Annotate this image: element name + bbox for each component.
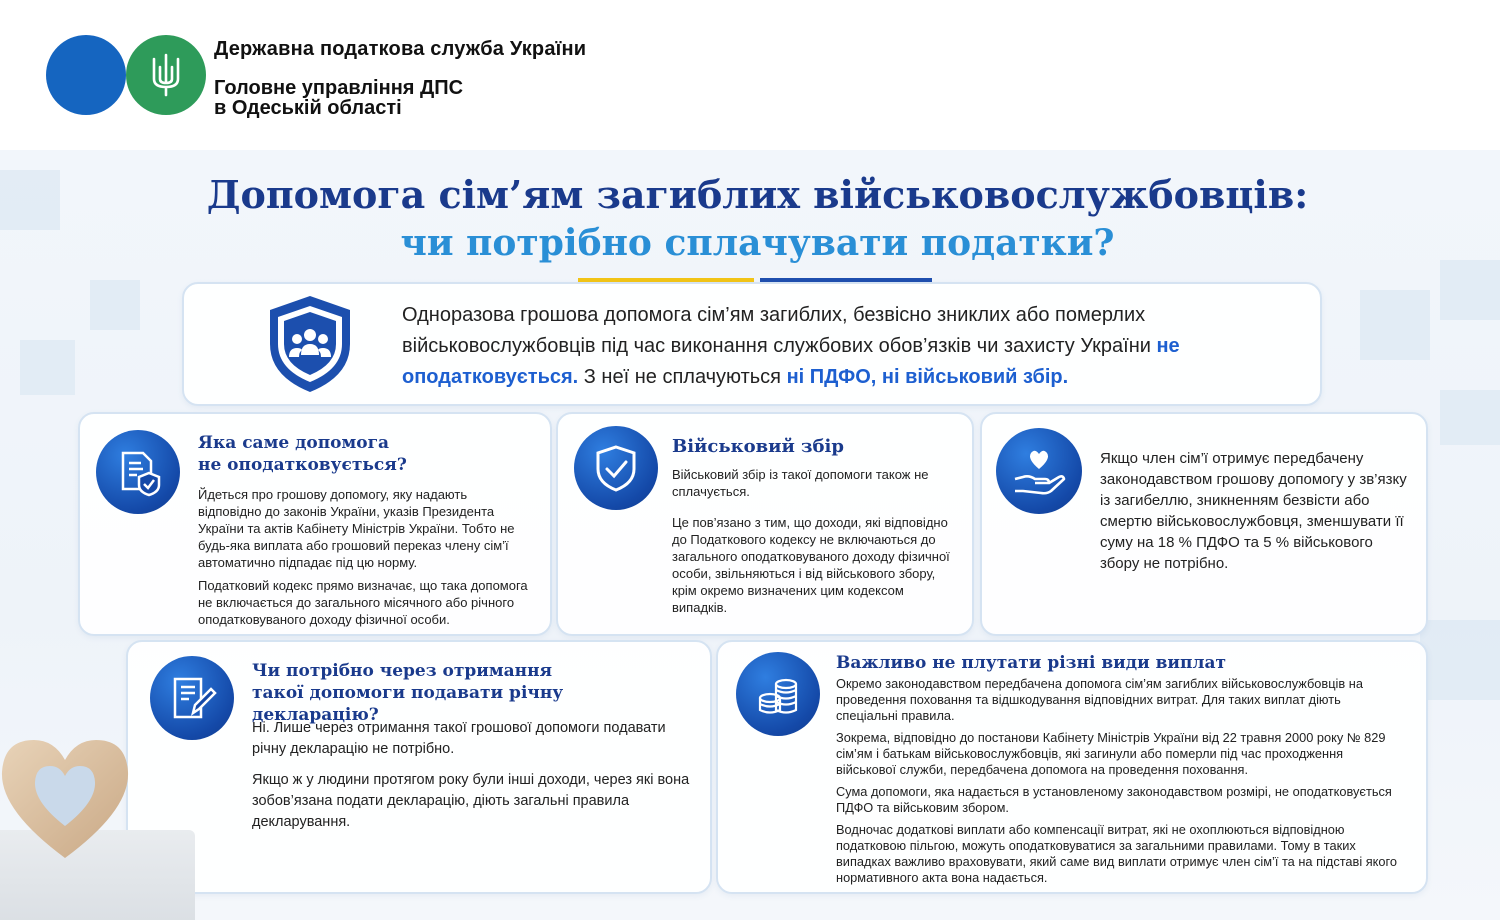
infographic bbox=[0, 150, 1500, 920]
which-help-paragraph-2: Податковий кодекс прямо визначає, що така допомога не включається до загального місячного або річного оподатковуваного доходу фізичної особи. bbox=[198, 578, 528, 627]
intro-text-1: Одноразова грошова допомога сім’ям загиблих, безвісно зниклих або померлих військовослужбовців під час виконання службових обов’язків чи захисту України bbox=[402, 304, 1151, 357]
title-line-1: Допомога сім’ям загиблих військовослужбовців: bbox=[206, 172, 1309, 217]
military-levy-paragraph-1: Військовий збір із такої допомоги також не сплачується. bbox=[672, 467, 929, 499]
logo-blue-circle bbox=[46, 35, 126, 115]
page-header bbox=[0, 0, 1500, 150]
shield-family-icon bbox=[264, 292, 356, 396]
card-military-levy bbox=[556, 412, 974, 636]
which-help-heading-line-1: Яка саме допомога bbox=[198, 433, 390, 453]
which-help-heading bbox=[198, 432, 528, 476]
org-name: Державна податкова служба України bbox=[214, 38, 587, 60]
department-line-2: в Одеській області bbox=[214, 97, 402, 119]
military-levy-paragraph-2: Це пов’язано з тим, що доходи, які відповідно до Податкового кодексу не включаються до загального оподатковуваного доходу фізичної особи, звільняються і від військового збору, крім окремо визначених цим кодексом випадків. bbox=[672, 515, 950, 615]
declaration-heading-line-1: Чи потрібно через отримання bbox=[252, 661, 553, 681]
military-levy-body bbox=[672, 466, 960, 622]
intro-text bbox=[402, 300, 1242, 393]
heart-hand-icon bbox=[996, 428, 1082, 514]
payment-types-paragraph-2: Зокрема, відповідно до постанови Кабінету Міністрів України від 22 травня 2000 року № 829 сім’ям і батькам військовослужбовців, які загинули або померли під час проходження військової служби, передбачена допомога на проведення поховання. bbox=[836, 730, 1386, 777]
trident-icon bbox=[148, 53, 184, 97]
declaration-paragraph-2: Якщо ж у людини протягом року були інші доходи, через які вона зобов’язана подати декларацію, діють загальні правила декларування. bbox=[252, 772, 690, 830]
wooden-heart-icon bbox=[0, 730, 140, 870]
form-pen-icon bbox=[150, 656, 234, 740]
family-amount-text: Якщо член сім’ї отримує передбачену законодавством грошову допомогу у зв’язку із загибеллю, зникненням безвісти або смертю військовослужбовця, зменшувати її суму на 18 % ПДФО та 5 % військового збору не потрібно. bbox=[1100, 450, 1407, 572]
decor-square bbox=[1440, 390, 1500, 445]
decor-square bbox=[1440, 260, 1500, 320]
payment-types-body bbox=[836, 676, 1406, 892]
which-help-paragraph-1: Йдеться про грошову допомогу, яку надають відповідно до законів України, указів Президента України та актів Кабінету Міністрів України. Тобто не будь-яка виплата або грошовий переказ члену сім’ї автоматично підпадає під цю норму. bbox=[198, 487, 515, 570]
document-shield-icon bbox=[96, 430, 180, 514]
title-line-2: чи потрібно сплачувати податки? bbox=[400, 222, 1115, 264]
which-help-body bbox=[198, 486, 530, 634]
department-line-1: Головне управління ДПС bbox=[214, 77, 464, 99]
coins-icon bbox=[736, 652, 820, 736]
decor-square bbox=[1420, 620, 1500, 700]
declaration-body bbox=[252, 718, 692, 839]
logo-green-circle bbox=[126, 35, 206, 115]
shield-check-icon bbox=[574, 426, 658, 510]
decor-square bbox=[20, 340, 75, 395]
declaration-paragraph-1: Ні. Лише через отримання такої грошової допомоги подавати річну декларацію не потрібно. bbox=[252, 720, 666, 757]
decor-square bbox=[1360, 290, 1430, 360]
card-payment-types bbox=[716, 640, 1428, 894]
intro-text-2: З неї не сплачуються bbox=[583, 366, 782, 388]
payment-types-paragraph-3: Сума допомоги, яка надається в установленому законодавством розмірі, не оподатковується ПДФО та військовим збором. bbox=[836, 784, 1392, 815]
declaration-heading-line-2: такої допомоги подавати річну декларацію? bbox=[252, 683, 564, 725]
decor-square bbox=[90, 280, 140, 330]
payment-types-paragraph-4: Водночас додаткові виплати або компенсації витрат, які не охоплюються відповідною податковою пільгою, можуть оподатковуватися за загальними правилами. Тому в таких випадках важливо враховувати, який саме вид виплати отримує член сім’ї та на підставі якого нормативного акта вона надається. bbox=[836, 822, 1398, 885]
intro-accent-2: ні ПДФО, ні військовий збір. bbox=[786, 366, 1069, 388]
military-levy-heading: Військовий збір bbox=[672, 436, 844, 457]
which-help-heading-line-2: не оподатковується? bbox=[198, 455, 407, 475]
card-declaration bbox=[126, 640, 712, 894]
declaration-heading bbox=[252, 660, 692, 726]
card-which-help bbox=[78, 412, 552, 636]
intro-accent-1: не оподатковується. bbox=[402, 335, 1180, 388]
department-name bbox=[214, 78, 534, 118]
payment-types-paragraph-1: Окремо законодавством передбачена допомога сім’ям загиблих військовослужбовців на проведення поховання та відшкодування відповідних витрат. Для таких виплат діють спеціальні правила. bbox=[836, 676, 1363, 723]
card-family-amount bbox=[980, 412, 1428, 636]
payment-types-heading: Важливо не плутати різні види виплат bbox=[836, 653, 1227, 673]
intro-card bbox=[182, 282, 1322, 406]
